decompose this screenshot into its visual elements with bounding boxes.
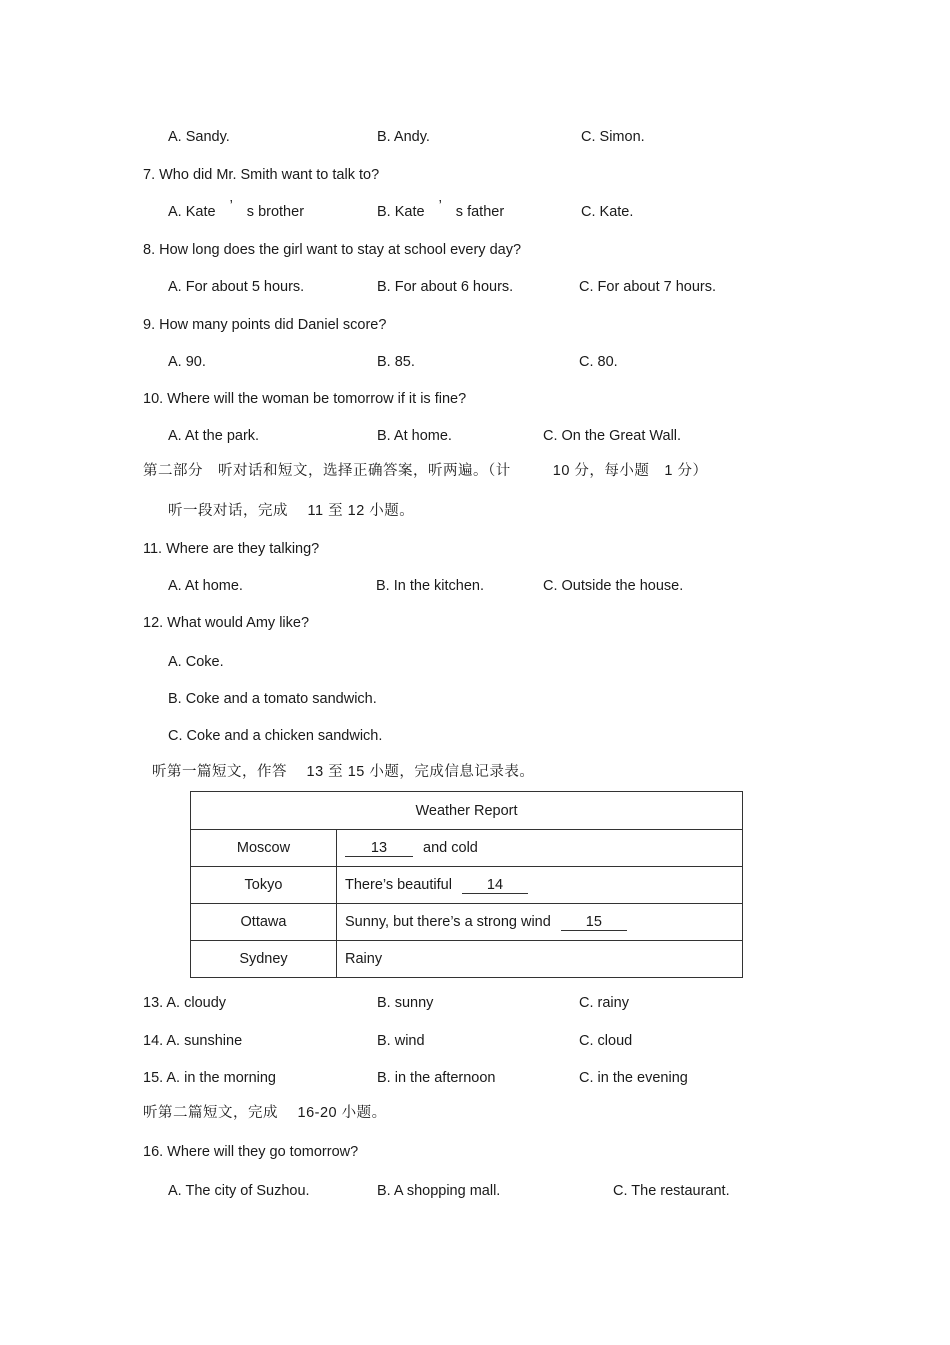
city-cell: Sydney	[191, 941, 337, 978]
dialog-instruction: 听一段对话，完成 11 至 12 小题。	[168, 503, 415, 519]
passage2-instruction: 听第二篇短文，完成 16-20 小题。	[143, 1105, 387, 1121]
q13-option-a: 13. A. cloudy	[143, 995, 227, 1011]
q10-question: 10. Where will the woman be tomorrow if it is fine?	[143, 391, 467, 407]
q16-option-a: A. The city of Suzhou.	[168, 1183, 310, 1199]
answer-blank-13: 13	[345, 841, 413, 857]
q7-option-a	[168, 198, 305, 221]
q8-option-c: C. For about 7 hours.	[579, 279, 717, 295]
q15-option-a: 15. A. in the morning	[143, 1070, 276, 1086]
q11-option-c: C. Outside the house.	[543, 578, 684, 594]
q12-question: 12. What would Amy like?	[143, 615, 310, 631]
q8-option-b: B. For about 6 hours.	[377, 279, 514, 295]
q14-option-a: 14. A. sunshine	[143, 1033, 243, 1049]
city-cell: Moscow	[191, 830, 337, 867]
q14-option-b: B. wind	[377, 1033, 425, 1049]
part2-heading	[143, 462, 708, 480]
weather-cell	[337, 830, 743, 867]
q6-option-b: B. Andy.	[377, 129, 430, 145]
q6-option-a: A. Sandy.	[168, 129, 230, 145]
q11-option-b: B. In the kitchen.	[376, 578, 485, 594]
q12-option-b: B. Coke and a tomato sandwich.	[168, 691, 377, 707]
weather-cell	[337, 941, 743, 978]
q11-option-a: A. At home.	[168, 578, 243, 594]
q7-question: 7. Who did Mr. Smith want to talk to?	[143, 167, 380, 183]
weather-report-table	[190, 791, 743, 978]
q9-option-b: B. 85.	[377, 354, 415, 370]
q11-question: 11. Where are they talking?	[143, 541, 320, 557]
q8-question: 8. How long does the girl want to stay at school every day?	[143, 242, 522, 258]
q12-option-c: C. Coke and a chicken sandwich.	[168, 728, 383, 744]
q7-option-b	[377, 198, 505, 221]
answer-blank-14: 14	[462, 878, 528, 894]
q9-option-a: A. 90.	[168, 354, 206, 370]
passage1-instruction: 听第一篇短文，作答 13 至 15 小题，完成信息记录表。	[152, 764, 535, 780]
answer-blank-15: 15	[561, 915, 627, 931]
q7-option-a-prefix: A. Kate	[168, 204, 216, 220]
table-row	[191, 830, 743, 867]
part2-heading-a: 第二部分 听对话和短文，选择正确答案，听两遍。（计	[143, 463, 511, 479]
weather-table-title: Weather Report	[191, 792, 743, 830]
q16-option-c: C. The restaurant.	[613, 1183, 730, 1199]
q9-question: 9. How many points did Daniel score?	[143, 317, 387, 333]
q16-question: 16. Where will they go tomorrow?	[143, 1144, 359, 1160]
q8-option-a: A. For about 5 hours.	[168, 279, 305, 295]
q10-option-a: A. At the park.	[168, 428, 260, 444]
q13-option-b: B. sunny	[377, 995, 434, 1011]
part2-heading-b: 10 分，每小题 1 分）	[552, 463, 708, 479]
q16-option-b: B. A shopping mall.	[377, 1183, 501, 1199]
weather-pre: Rainy	[345, 951, 383, 967]
weather-cell	[337, 904, 743, 941]
q7-option-b-suffix: s father	[455, 204, 505, 220]
city-cell: Ottawa	[191, 904, 337, 941]
q9-option-c: C. 80.	[579, 354, 618, 370]
weather-pre: Sunny, but there’s a strong wind	[345, 913, 551, 930]
q10-option-b: B. At home.	[377, 428, 452, 444]
q7-option-a-suffix: s brother	[246, 204, 305, 220]
q12-option-a: A. Coke.	[168, 654, 224, 670]
q7-option-b-apostrophe: ’	[438, 198, 442, 214]
table-row	[191, 941, 743, 978]
weather-pre: There’s beautiful	[345, 876, 452, 893]
city-cell: Tokyo	[191, 867, 337, 904]
q10-option-c: C. On the Great Wall.	[543, 428, 682, 444]
table-row	[191, 904, 743, 941]
weather-cell	[337, 867, 743, 904]
q7-option-b-prefix: B. Kate	[377, 204, 425, 220]
table-row	[191, 867, 743, 904]
q14-option-c: C. cloud	[579, 1033, 633, 1049]
weather-post: and cold	[423, 839, 478, 856]
q7-option-a-apostrophe: ’	[229, 198, 233, 214]
q7-option-c: C. Kate.	[581, 204, 634, 220]
q6-option-c: C. Simon.	[581, 129, 645, 145]
q15-option-b: B. in the afternoon	[377, 1070, 496, 1086]
q15-option-c: C. in the evening	[579, 1070, 688, 1086]
q13-option-c: C. rainy	[579, 995, 629, 1011]
